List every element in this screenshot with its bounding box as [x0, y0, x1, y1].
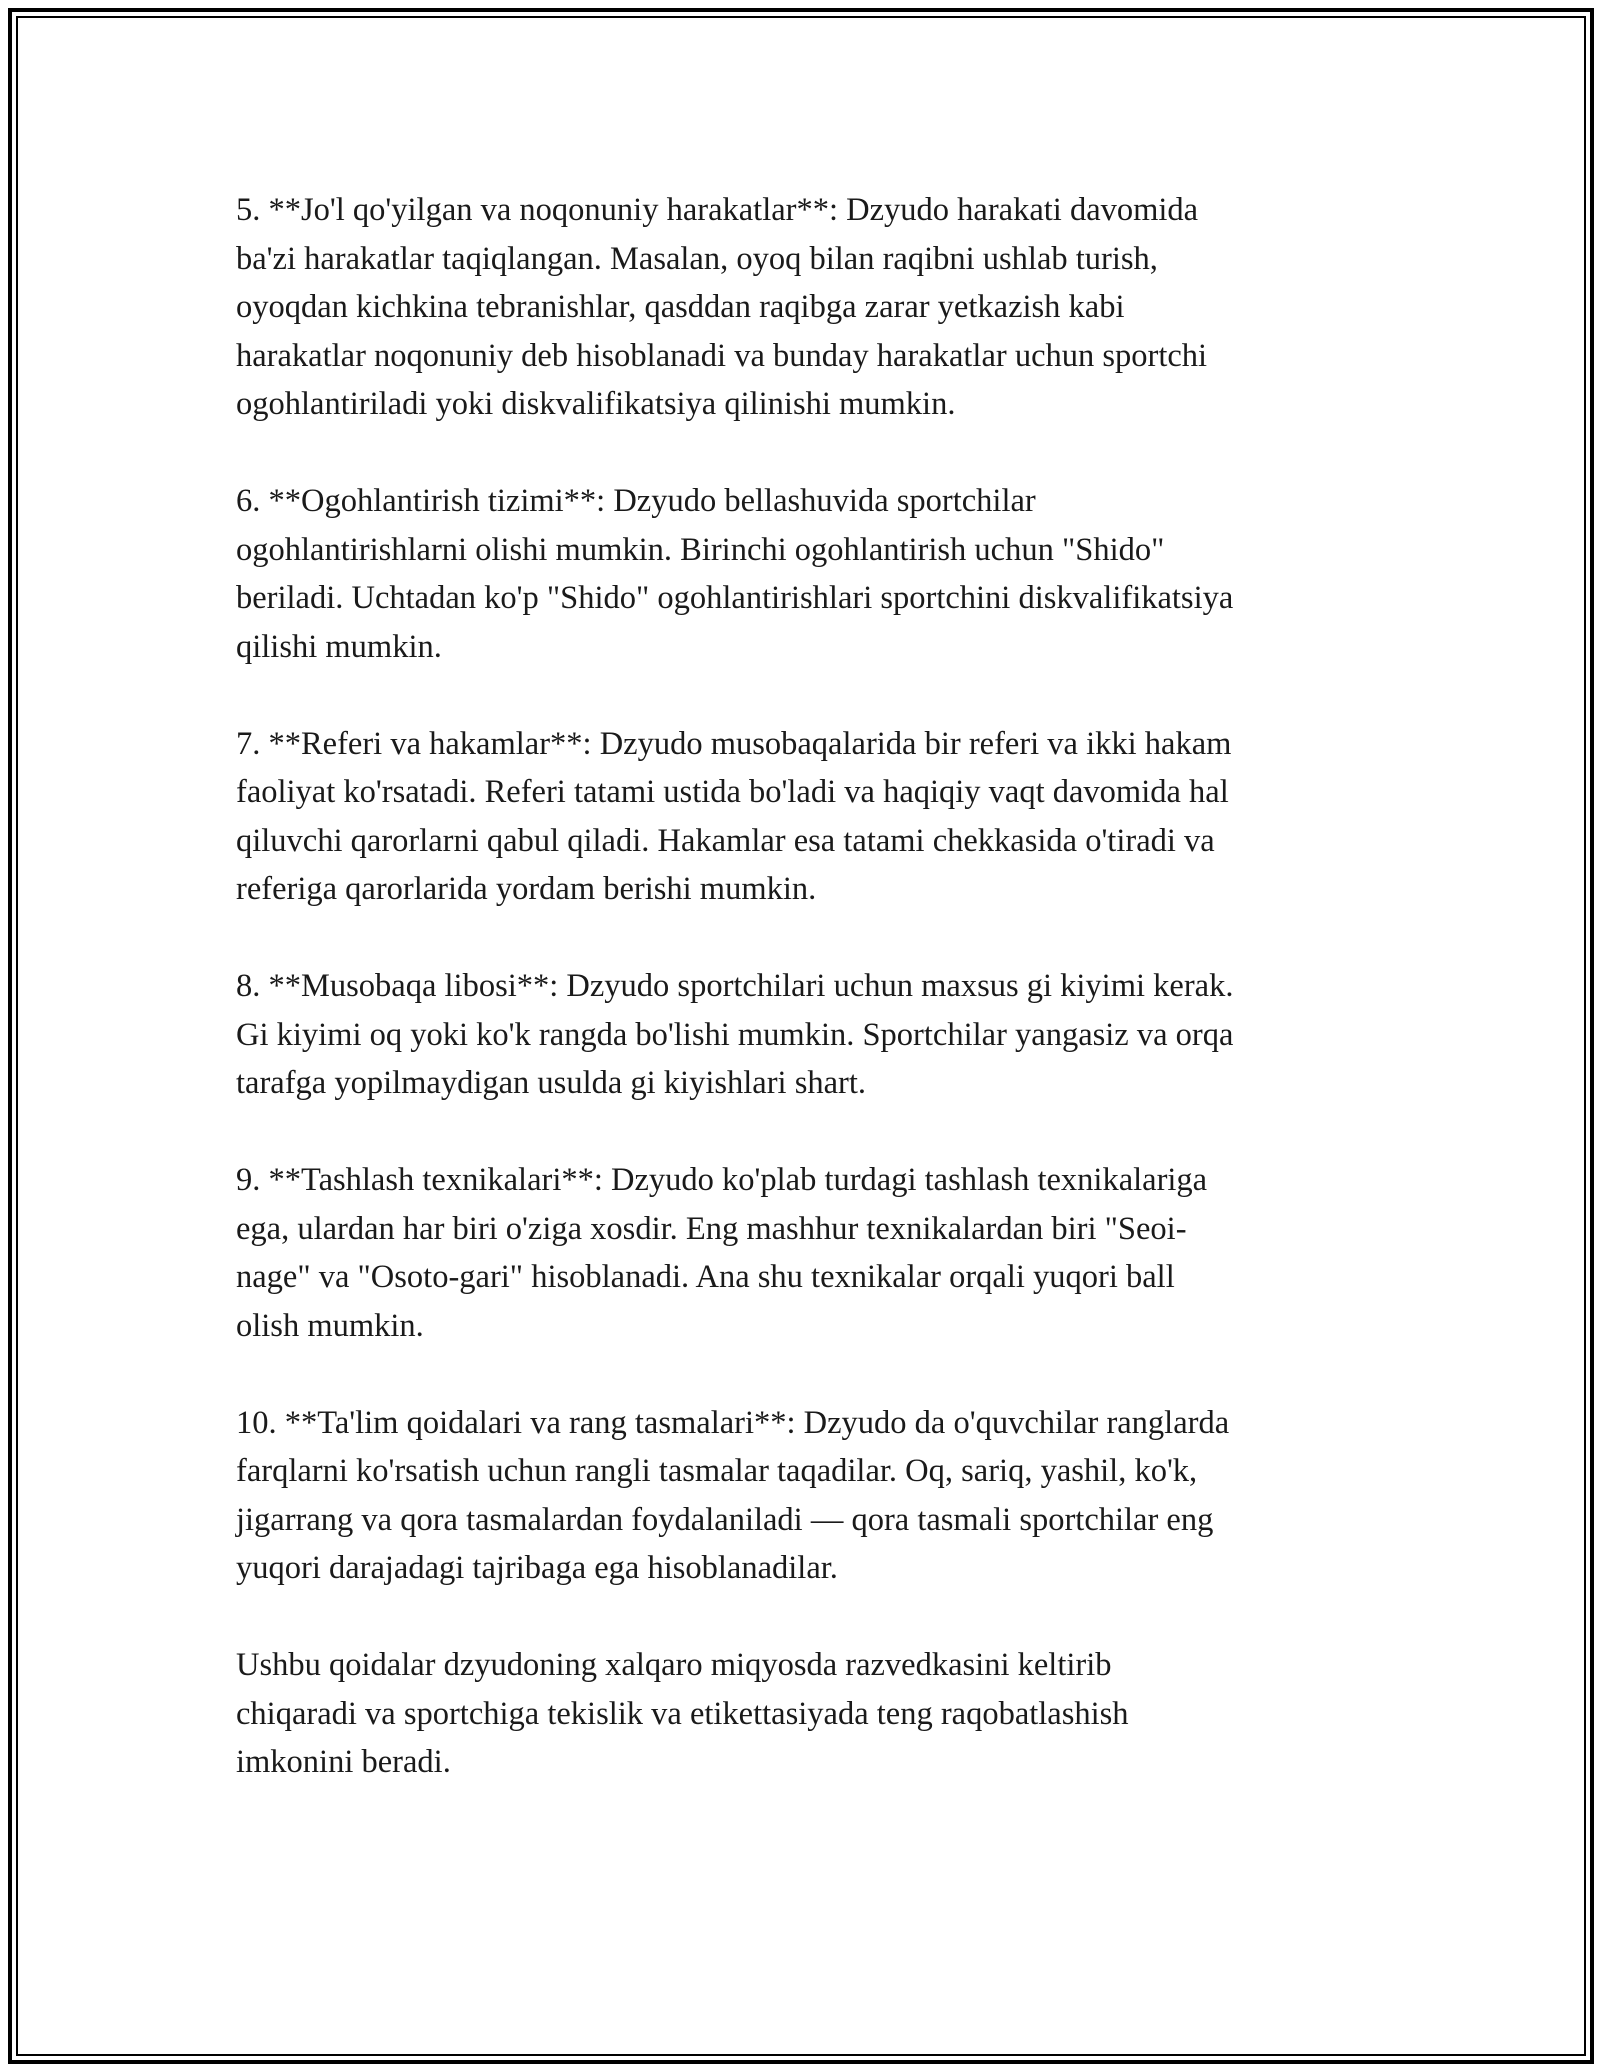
- rule-6-paragraph: 6. **Ogohlantirish tizimi**: Dzyudo bellashuvida sportchilar ogohlantirishlarni olishi mumkin. Birinchi ogohlantirish uchun "Shido" beriladi. Uchtadan ko'p "Shido" ogohlantirishlari sportchini diskvalifikatsiya qilishi mumkin.: [236, 483, 1234, 665]
- rule-7-paragraph: 7. **Referi va hakamlar**: Dzyudo musobaqalarida bir referi va ikki hakam faoliyat ko'rsatadi. Referi tatami ustida bo'ladi va haqiqiy vaqt davomida hal qiluvchi qarorlarni qabul qiladi. Hakamlar esa tatami chekkasida o'tiradi va referiga qarorlarida yordam berishi mumkin.: [236, 725, 1232, 907]
- rule-9-paragraph: 9. **Tashlash texnikalari**: Dzyudo ko'plab turdagi tashlash texnikalariga ega, ulardan har biri o'ziga xosdir. Eng mashhur texnikalardan biri "Seoi- nage" va "Osoto-gari" hisoblanadi. Ana shu texnikalar orqali yuqori ball olish mumkin.: [236, 1162, 1208, 1344]
- document-body: [236, 186, 1376, 1835]
- conclusion-paragraph: Ushbu qoidalar dzyudoning xalqaro miqyosda razvedkasini keltirib chiqaradi va sportchiga tekislik va etikettasiyada teng raqobatlashish imkonini beradi.: [236, 1647, 1129, 1780]
- rule-5-paragraph: 5. **Jo'l qo'yilgan va noqonuniy harakatlar**: Dzyudo harakati davomida ba'zi harakatlar taqiqlangan. Masalan, oyoq bilan raqibni ushlab turish, oyoqdan kichkina tebranishlar, qasddan raqibga zarar yetkazish kabi harakatlar noqonuniy deb hisoblanadi va bunday harakatlar uchun sportchi ogohlantiriladi yoki diskvalifikatsiya qilinishi mumkin.: [236, 192, 1208, 422]
- rule-8-paragraph: 8. **Musobaqa libosi**: Dzyudo sportchilari uchun maxsus gi kiyimi kerak. Gi kiyimi oq yoki ko'k rangda bo'lishi mumkin. Sportchilar yangasiz va orqa tarafga yopilmaydigan usulda gi kiyishlari shart.: [236, 968, 1234, 1101]
- rule-10-paragraph: 10. **Ta'lim qoidalari va rang tasmalari**: Dzyudo da o'quvchilar ranglarda farqlarni ko'rsatish uchun rangli tasmalar taqadilar. Oq, sariq, yashil, ko'k, jigarrang va qora tasmalardan foydalaniladi — qora tasmali sportchilar eng yuqori darajadagi tajribaga ega hisoblanadilar.: [236, 1404, 1230, 1586]
